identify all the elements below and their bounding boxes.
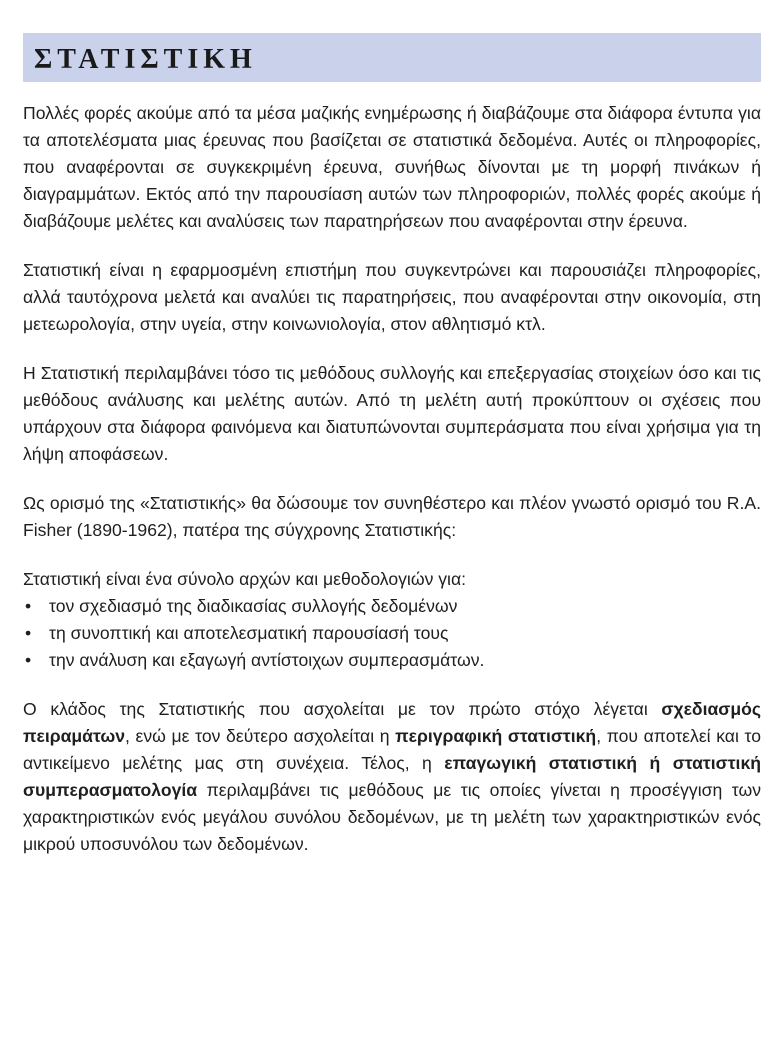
term-inferential-statistics: επαγωγική στατιστική ή στατιστική συμπερασματολογία — [23, 753, 761, 800]
document-body — [23, 100, 761, 858]
paragraph-methods: Η Στατιστική περιλαμβάνει τόσο τις μεθόδους συλλογής και επεξεργασίας στοιχείων όσο και τις μεθόδους ανάλυσης και μελέτης αυτών. Από τη μελέτη αυτή προκύπτουν οι σχέσεις που υπάρχουν στα διάφορα φαινόμενα και διατυπώνονται συμπεράσματα που είναι χρήσιμα για τη λήψη αποφάσεων. — [23, 363, 761, 464]
paragraph-definition: Στατιστική είναι η εφαρμοσμένη επιστήμη που συγκεντρώνει και παρουσιάζει πληροφορίες, αλλά ταυτόχρονα μελετά και αναλύει τις παρατηρήσεις, που αναφέρονται στην οικονομία, στη μετεωρολογία, στην υγεία, στην κοινωνιολογία, στον αθλητισμό κτλ. — [23, 260, 761, 334]
text-run: Ο κλάδος της Στατιστικής που ασχολείται με τον πρώτο στόχο λέγεται — [23, 699, 662, 719]
paragraph-fisher: Ως ορισμό της «Στατιστικής» θα δώσουμε τον συνηθέστερο και πλέον γνωστό ορισμό του R.A. Fisher (1890-1962), πατέρα της σύγχρονης Στατιστικής: — [23, 493, 761, 540]
paragraph-branches — [23, 696, 761, 858]
list-item — [23, 647, 761, 674]
section-title: ΣΤΑΤΙΣΤΙΚΗ — [34, 43, 257, 75]
term-descriptive-statistics: περιγραφική στατιστική — [395, 726, 597, 746]
section-title-bar — [23, 33, 761, 82]
text-run: , ενώ με τον δεύτερο ασχολείται η — [125, 726, 396, 746]
list-item — [23, 620, 761, 647]
paragraph-list-intro: Στατιστική είναι ένα σύνολο αρχών και μεθοδολογιών για: — [23, 569, 467, 589]
principles-list — [23, 593, 761, 674]
bullet-icon: • — [25, 596, 32, 616]
list-item-text: τον σχεδιασμό της διαδικασίας συλλογής δεδομένων — [49, 596, 458, 616]
list-item — [23, 593, 761, 620]
paragraph-intro: Πολλές φορές ακούμε από τα μέσα μαζικής ενημέρωσης ή διαβάζουμε στα διάφορα έντυπα για τα αποτελέσματα μιας έρευνας που βασίζεται σε στατιστικά δεδομένα. Αυτές οι πληροφορίες, που αναφέρονται σε συγκεκριμένη έρευνα, συνήθως δίνονται με τη μορφή πινάκων ή διαγραμμάτων. Εκτός από την παρουσίαση αυτών των πληροφοριών, πολλές φορές ακούμε ή διαβάζουμε μελέτες και αναλύσεις των παρατηρήσεων που αναφέρονται στην έρευνα. — [23, 103, 761, 231]
term-experimental-design: σχεδιασμός πειραμάτων — [23, 699, 761, 746]
list-item-text: τη συνοπτική και αποτελεσματική παρουσίασή τους — [49, 623, 449, 643]
bullet-icon: • — [25, 650, 32, 670]
list-item-text: την ανάλυση και εξαγωγή αντίστοιχων συμπερασμάτων. — [49, 650, 485, 670]
text-run: περιλαμβάνει τις μεθόδους με τις οποίες γίνεται η προσέγγιση των χαρακτηριστικών ενός μεγάλου συνόλου δεδομένων, με τη μελέτη των χαρακτηριστικών ενός μικρού υποσυνόλου των δεδομένων. — [23, 780, 761, 854]
text-run: , που αποτελεί και το αντικείμενο μελέτης μας στη συνέχεια. Τέλος, η — [23, 726, 761, 773]
bullet-icon: • — [25, 623, 32, 643]
